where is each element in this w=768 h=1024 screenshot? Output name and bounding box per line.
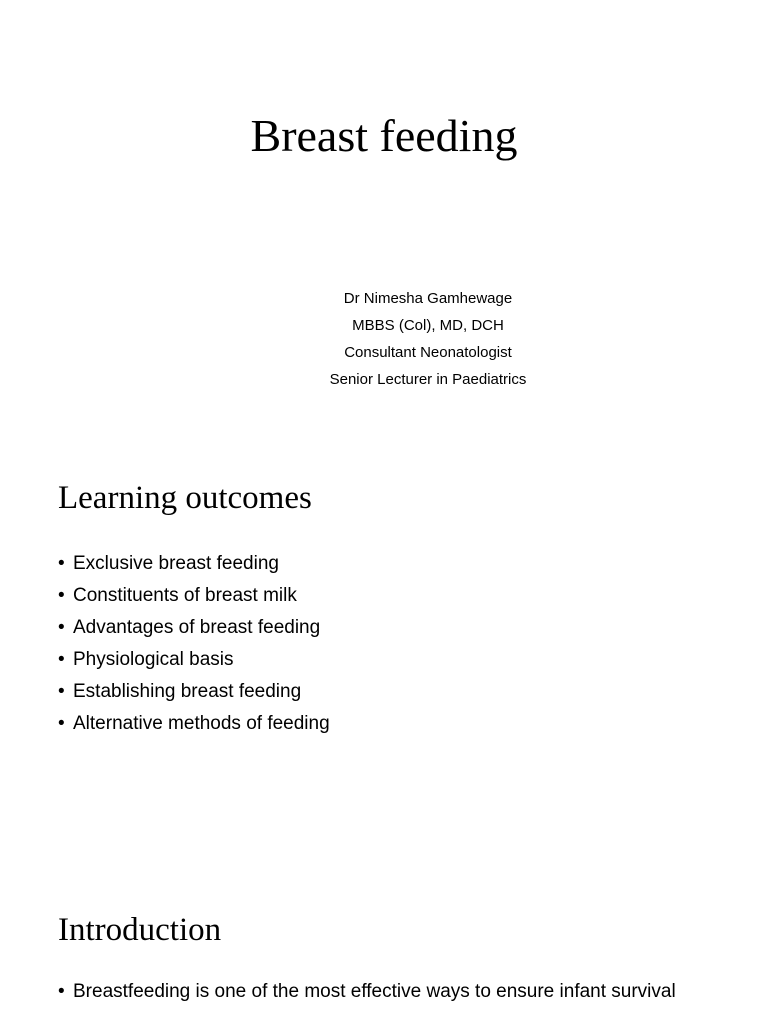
list-item xyxy=(58,980,678,1004)
list-item-text: Breastfeeding is one of the most effective ways to ensure infant survival xyxy=(73,981,676,1002)
list-item xyxy=(58,708,330,740)
list-item xyxy=(58,644,330,676)
list-item-text: Constituents of breast milk xyxy=(73,585,297,606)
presenter-details xyxy=(238,285,618,393)
list-item-text: Advantages of breast feeding xyxy=(73,617,321,638)
presenter-name: Dr Nimesha Gamhewage xyxy=(343,290,513,307)
list-item xyxy=(58,548,330,580)
outcomes-list xyxy=(58,548,330,740)
title-slide xyxy=(0,0,768,432)
slide-title: Breast feeding xyxy=(250,110,518,161)
presenter-qualifications: MBBS (Col), MD, DCH xyxy=(352,317,504,334)
bullet-icon: • xyxy=(58,617,65,638)
bullet-icon: • xyxy=(58,713,65,734)
list-item xyxy=(58,676,330,708)
presenter-role: Consultant Neonatologist xyxy=(344,344,512,361)
introduction-list xyxy=(58,980,678,1004)
bullet-icon: • xyxy=(58,585,65,606)
learning-outcomes-slide xyxy=(0,432,768,864)
list-item xyxy=(58,612,330,644)
presenter-position: Senior Lecturer in Paediatrics xyxy=(329,371,527,388)
slide-heading: Learning outcomes xyxy=(58,480,312,516)
list-item-text: Exclusive breast feeding xyxy=(73,553,279,574)
list-item-text: Establishing breast feeding xyxy=(73,681,302,702)
slide-heading: Introduction xyxy=(58,912,222,948)
list-item-text: Physiological basis xyxy=(73,649,234,670)
bullet-icon: • xyxy=(58,649,65,670)
bullet-icon: • xyxy=(58,681,65,702)
introduction-slide xyxy=(0,864,768,1024)
list-item xyxy=(58,580,330,612)
list-item-text: Alternative methods of feeding xyxy=(73,713,330,734)
bullet-icon: • xyxy=(58,553,65,574)
bullet-icon: • xyxy=(58,981,65,1002)
